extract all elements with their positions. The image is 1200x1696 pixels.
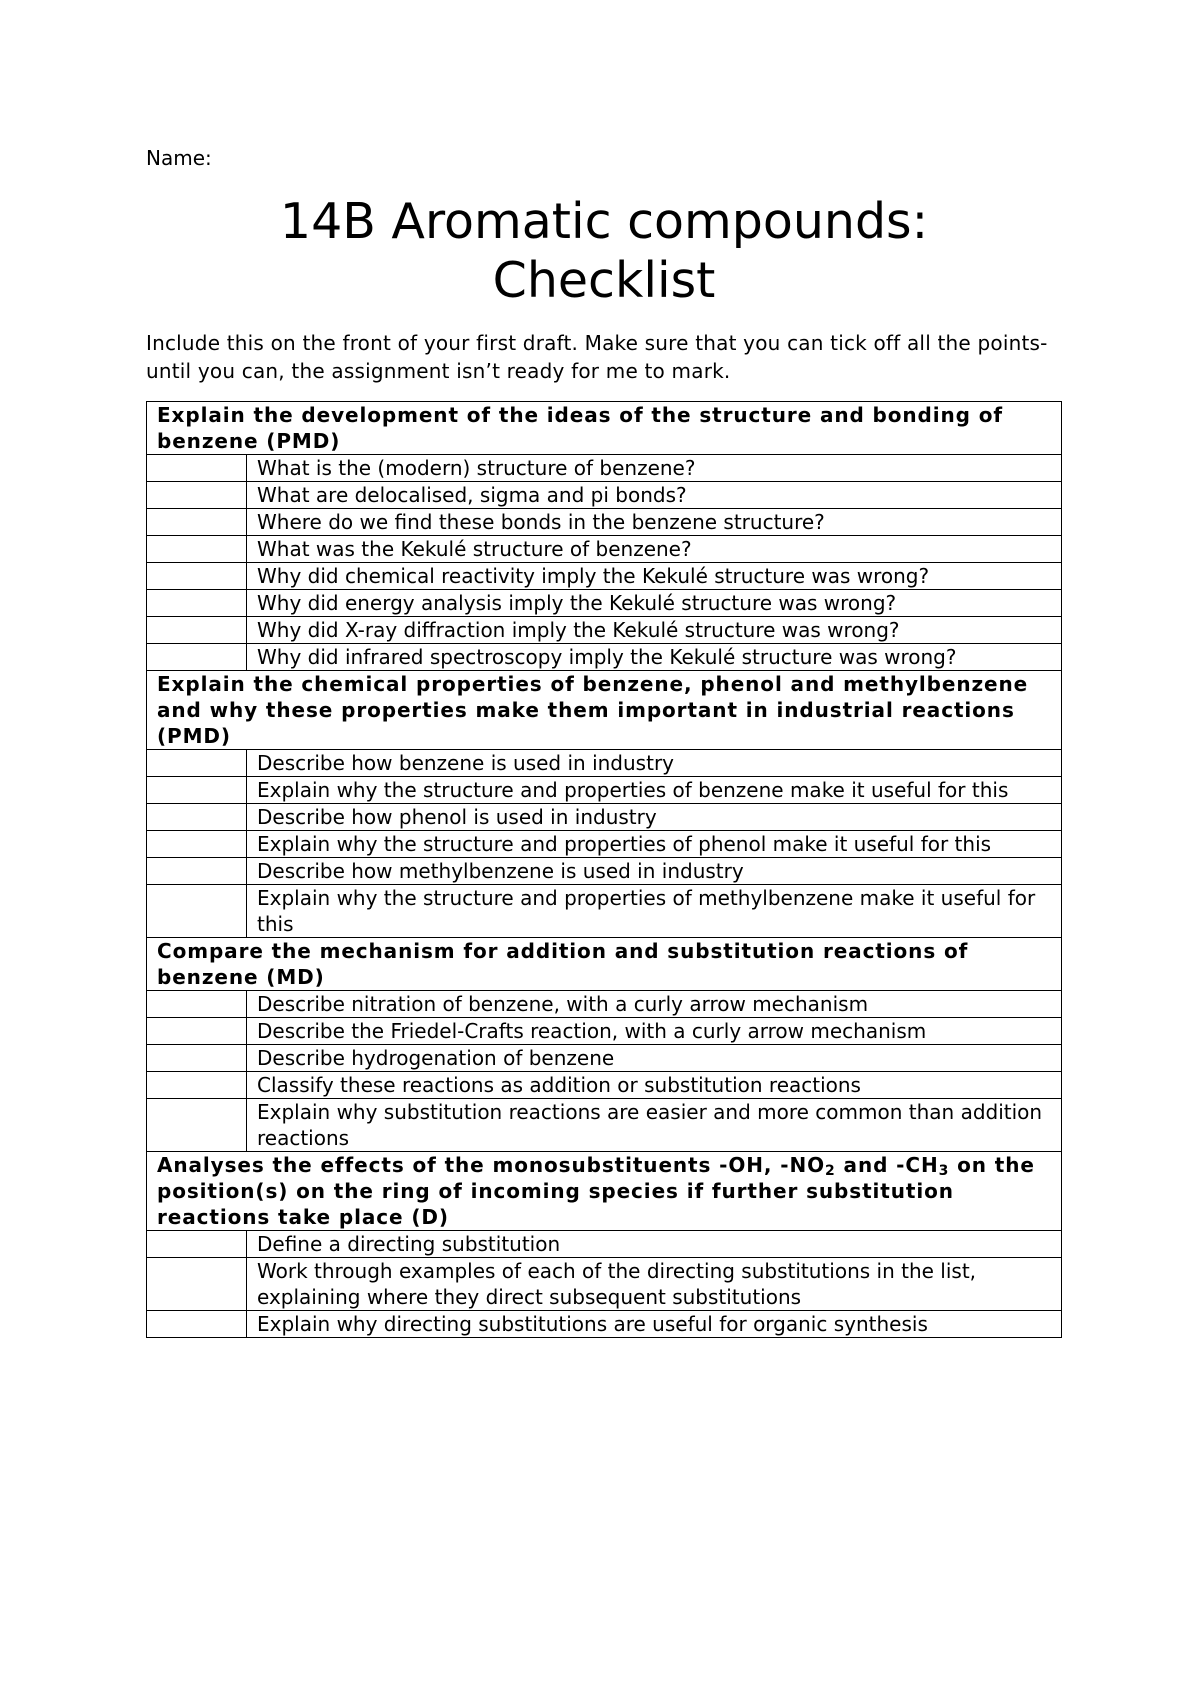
checklist-item: Why did chemical reactivity imply the Kekulé structure was wrong? bbox=[247, 563, 1062, 590]
checklist-row bbox=[147, 831, 1062, 858]
tick-box[interactable] bbox=[147, 1045, 247, 1072]
tick-box[interactable] bbox=[147, 509, 247, 536]
tick-box[interactable] bbox=[147, 1258, 247, 1311]
checklist-row bbox=[147, 885, 1062, 938]
checklist-row bbox=[147, 1018, 1062, 1045]
checklist-item: Explain why the structure and properties of benzene make it useful for this bbox=[247, 777, 1062, 804]
section-heading bbox=[147, 1152, 1062, 1231]
checklist-item: What was the Kekulé structure of benzene? bbox=[247, 536, 1062, 563]
checklist-item: Describe nitration of benzene, with a curly arrow mechanism bbox=[247, 991, 1062, 1018]
checklist-row bbox=[147, 1258, 1062, 1311]
section-heading: Explain the development of the ideas of the structure and bonding of benzene (PMD) bbox=[147, 402, 1062, 455]
checklist-row bbox=[147, 777, 1062, 804]
tick-box[interactable] bbox=[147, 777, 247, 804]
tick-box[interactable] bbox=[147, 482, 247, 509]
tick-box[interactable] bbox=[147, 536, 247, 563]
checklist-row bbox=[147, 617, 1062, 644]
section-heading: Compare the mechanism for addition and substitution reactions of benzene (MD) bbox=[147, 938, 1062, 991]
checklist-item: Describe how benzene is used in industry bbox=[247, 750, 1062, 777]
tick-box[interactable] bbox=[147, 1072, 247, 1099]
heading-part: on the position(s) on the ring of incoming species if further substitution reactions take place (D) bbox=[157, 1153, 1035, 1229]
checklist-item: Explain why directing substitutions are useful for organic synthesis bbox=[247, 1311, 1062, 1338]
checklist-row bbox=[147, 858, 1062, 885]
checklist-item: Work through examples of each of the directing substitutions in the list, explaining where they direct subsequent substitutions bbox=[247, 1258, 1062, 1311]
checklist-item: Describe hydrogenation of benzene bbox=[247, 1045, 1062, 1072]
checklist-row bbox=[147, 563, 1062, 590]
tick-box[interactable] bbox=[147, 617, 247, 644]
section-row bbox=[147, 938, 1062, 991]
checklist-item: Explain why the structure and properties of phenol make it useful for this bbox=[247, 831, 1062, 858]
checklist-item: Explain why substitution reactions are easier and more common than addition reactions bbox=[247, 1099, 1062, 1152]
checklist-item: Why did energy analysis imply the Kekulé structure was wrong? bbox=[247, 590, 1062, 617]
title-line-1: 14B Aromatic compounds: bbox=[279, 193, 929, 250]
tick-box[interactable] bbox=[147, 885, 247, 938]
checklist-item: Explain why the structure and properties of methylbenzene make it useful for this bbox=[247, 885, 1062, 938]
name-label: Name: bbox=[146, 146, 212, 170]
checklist-item: Describe how phenol is used in industry bbox=[247, 804, 1062, 831]
checklist-row bbox=[147, 644, 1062, 671]
tick-box[interactable] bbox=[147, 1311, 247, 1338]
checklist-row bbox=[147, 1072, 1062, 1099]
checklist-row bbox=[147, 804, 1062, 831]
checklist-item: What is the (modern) structure of benzene? bbox=[247, 455, 1062, 482]
checklist-item: Describe how methylbenzene is used in industry bbox=[247, 858, 1062, 885]
intro-text: Include this on the front of your first draft. Make sure that you can tick off all the points- until you can, the assignment isn’t ready for me to mark. bbox=[146, 331, 1048, 383]
checklist-row bbox=[147, 455, 1062, 482]
section-row bbox=[147, 1152, 1062, 1231]
tick-box[interactable] bbox=[147, 644, 247, 671]
tick-box[interactable] bbox=[147, 804, 247, 831]
checklist-row bbox=[147, 590, 1062, 617]
section-heading: Explain the chemical properties of benzene, phenol and methylbenzene and why these properties make them important in industrial reactions (PMD) bbox=[147, 671, 1062, 750]
tick-box[interactable] bbox=[147, 590, 247, 617]
checklist-item: Why did X-ray diffraction imply the Kekulé structure was wrong? bbox=[247, 617, 1062, 644]
title-line-2: Checklist bbox=[492, 252, 716, 309]
tick-box[interactable] bbox=[147, 1099, 247, 1152]
checklist-row bbox=[147, 991, 1062, 1018]
tick-box[interactable] bbox=[147, 831, 247, 858]
checklist-item: Classify these reactions as addition or substitution reactions bbox=[247, 1072, 1062, 1099]
tick-box[interactable] bbox=[147, 1231, 247, 1258]
subscript: 2 bbox=[825, 1163, 836, 1179]
checklist-row bbox=[147, 1311, 1062, 1338]
checklist-table bbox=[146, 401, 1062, 1338]
tick-box[interactable] bbox=[147, 750, 247, 777]
section-row bbox=[147, 402, 1062, 455]
tick-box[interactable] bbox=[147, 455, 247, 482]
heading-part: Analyses the effects of the monosubstituents -OH, -NO bbox=[157, 1153, 826, 1177]
checklist-row bbox=[147, 482, 1062, 509]
checklist-item: Why did infrared spectroscopy imply the Kekulé structure was wrong? bbox=[247, 644, 1062, 671]
checklist-item: Define a directing substitution bbox=[247, 1231, 1062, 1258]
checklist-row bbox=[147, 750, 1062, 777]
section-row bbox=[147, 671, 1062, 750]
heading-part: and -CH bbox=[835, 1153, 939, 1177]
tick-box[interactable] bbox=[147, 563, 247, 590]
subscript: 3 bbox=[938, 1163, 950, 1179]
tick-box[interactable] bbox=[147, 1018, 247, 1045]
tick-box[interactable] bbox=[147, 858, 247, 885]
page-title bbox=[146, 192, 1062, 310]
checklist-item: Describe the Friedel-Crafts reaction, with a curly arrow mechanism bbox=[247, 1018, 1062, 1045]
checklist-row bbox=[147, 1099, 1062, 1152]
checklist-row bbox=[147, 1045, 1062, 1072]
checklist-row bbox=[147, 509, 1062, 536]
checklist-row bbox=[147, 536, 1062, 563]
checklist-row bbox=[147, 1231, 1062, 1258]
checklist-item: What are delocalised, sigma and pi bonds? bbox=[247, 482, 1062, 509]
tick-box[interactable] bbox=[147, 991, 247, 1018]
checklist-item: Where do we find these bonds in the benzene structure? bbox=[247, 509, 1062, 536]
